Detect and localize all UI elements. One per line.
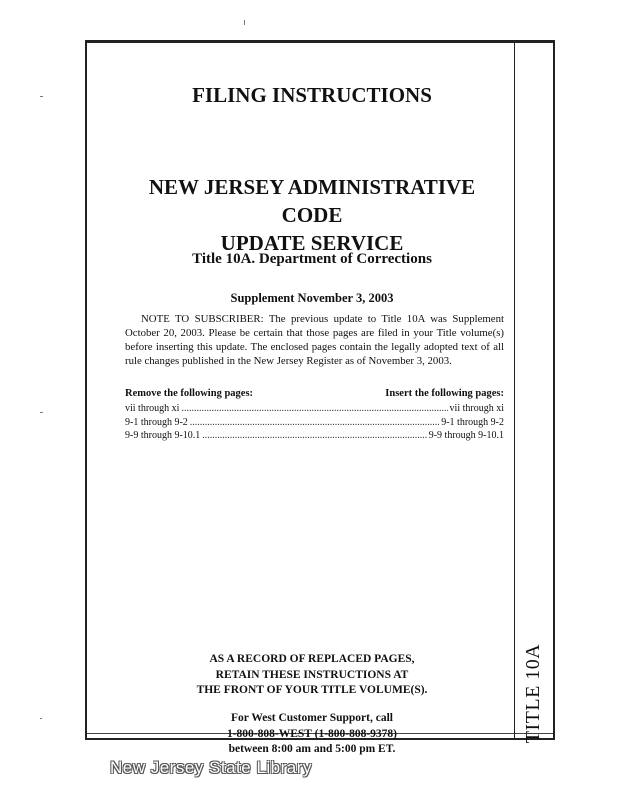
- scan-speck: [40, 412, 43, 413]
- title-tab-text: TITLE 10A: [522, 643, 545, 743]
- note-to-subscriber: NOTE TO SUBSCRIBER: The previous update to Title 10A was Supplement October 20, 2003. Please be certain that those pages are filed in your Title volume(s) before inserting this update. The enclosed pages contain the legally adopted text of all rule changes published in the New Jersey Register as of November 3, 2003.: [125, 313, 504, 367]
- record-notice: [120, 652, 504, 699]
- record-line-2: RETAIN THESE INSTRUCTIONS AT: [215, 668, 409, 681]
- insert-pages-header: Insert the following pages:: [385, 388, 504, 399]
- title-tab-label: [519, 633, 549, 753]
- scan-speck: [40, 718, 42, 719]
- record-line-3: THE FRONT OF YOUR TITLE VOLUME(S).: [196, 684, 428, 696]
- record-line-1: AS A RECORD OF REPLACED PAGES,: [209, 653, 415, 665]
- document-frame: [85, 40, 555, 755]
- insert-pages: vii through xi: [449, 403, 504, 414]
- support-hours: between 8:00 am and 5:00 pm ET.: [228, 743, 396, 755]
- list-item: [125, 417, 504, 431]
- list-item: [125, 403, 504, 417]
- remove-pages: 9-9 through 9-10.1: [125, 430, 201, 441]
- pages-header: [125, 388, 504, 399]
- title-heading: Title 10A. Department of Corrections: [192, 251, 432, 267]
- code-title: [120, 173, 504, 257]
- library-watermark: New Jersey State Library: [110, 758, 312, 777]
- leader-dots: [190, 417, 439, 428]
- leader-dots: [181, 403, 447, 414]
- insert-pages: 9-1 through 9-2: [441, 416, 504, 428]
- code-title-line-1: NEW JERSEY ADMINISTRATIVE CODE: [148, 175, 476, 227]
- remove-pages: vii through xi: [125, 403, 180, 414]
- supplement-date: Supplement November 3, 2003: [230, 291, 394, 305]
- customer-support: [120, 711, 504, 758]
- leader-dots: [202, 430, 426, 441]
- remove-pages: 9-1 through 9-2: [125, 416, 188, 428]
- scan-speck: [40, 96, 43, 97]
- page-title: FILING INSTRUCTIONS: [192, 83, 432, 107]
- remove-pages-header: Remove the following pages:: [125, 388, 254, 399]
- title-tab: [514, 43, 553, 743]
- code-title-line-2: UPDATE SERVICE: [220, 231, 404, 255]
- scan-speck: [244, 20, 245, 25]
- insert-pages: 9-9 through 9-10.1: [428, 430, 504, 441]
- pages-list: [125, 403, 504, 444]
- support-line-1: For West Customer Support, call: [231, 712, 393, 724]
- list-item: [125, 430, 504, 444]
- support-phone: 1-800-808-WEST (1-800-808-9378): [226, 727, 398, 740]
